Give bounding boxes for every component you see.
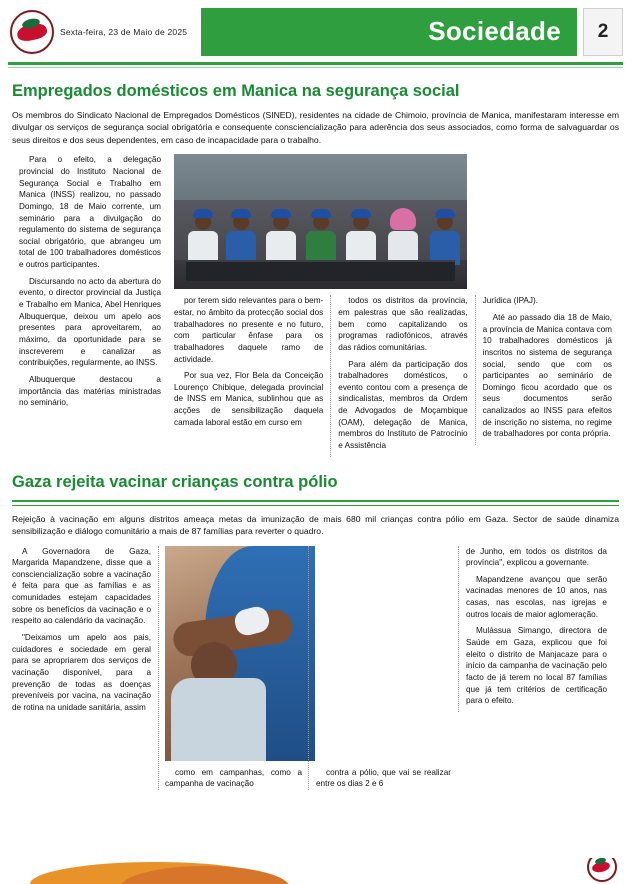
article2-c2-p1: como em campanhas, como a campanha de vacinação: [165, 767, 302, 789]
article1-c1-p2: Discursando no acto da abertura do evento, o director provincial da Justiça e Trabalho em Manica, Abel Henriques Albuquerque, deixou um apelo aos presentes para aproveitarem, ao máximo, da oportunidade para se inscreverem e canalizar as contribuições, regularmente, ao INSS.: [19, 276, 161, 368]
article2-rule-thin: [12, 505, 619, 506]
article1-column-4: [475, 295, 619, 445]
newspaper-emblem-icon: [10, 10, 54, 54]
article1-headline: Empregados domésticos em Manica na segurança social: [12, 82, 460, 100]
article2-c4-p3: Mulássua Simango, directora de Saúde em Gaza, explicou que foi eleito o distrito de Manjacaze para o início da campanha de vacinação pelo facto de já terem no local 87 famílias que já tem critérios de certificação para o efeito.: [466, 626, 607, 706]
article1-c4-p2: Até ao passado dia 18 de Maio, a província de Manica contava com 10 trabalhadores domésticos já inscritos no sistema de segurança social, sendo que com os participantes ao seminário de Domingo ficou acordado que os seus documentos serão canalizados ao INSS para efeitos de inscrição no sistema, no regime de trabalhadores por conta própria.: [482, 312, 612, 439]
masthead: [8, 8, 623, 56]
masthead-rule: [8, 62, 623, 65]
article1-column-1: [12, 154, 168, 413]
article1-subcolumns: [174, 295, 619, 456]
article2-column-4: [458, 546, 614, 712]
article1-column-3: [330, 295, 474, 456]
article1-c1-p1: Para o efeito, a delegação provincial do Instituto Nacional de Segurança Social e Trabalho em Manica (INSS) realizou, no passado Domingo, 18 de Maio corrente, um seminário para a divulgação do regulamento do sistema de segurança social obrigatório, que abrangeu um total de 100 trabalhadores domésticos e outros participantes.: [19, 155, 161, 270]
footer-emblem-icon: [587, 858, 617, 882]
article2-headline: Gaza rejeita vacinar crianças contra pólio: [12, 472, 338, 491]
article2-rule: [12, 500, 619, 502]
masthead-rule-thin: [8, 67, 623, 68]
article-domestic-workers: [12, 82, 619, 457]
article1-c1-p3: Albuquerque destacou a importância das matérias ministradas no seminário,: [19, 374, 161, 408]
article2-column-1: [12, 546, 158, 719]
article1-c3-p2: Para além da participação dos trabalhadores domésticos, o evento contou com a presença de sindicalistas, membros da Ordem de Advogados de Moçambique (OAM), delegação de Manica, membros do Instituto de Patrocínio e Assistência: [338, 359, 468, 451]
page-number: 2: [583, 8, 623, 56]
article1-c2-p1: por terem sido relevantes para o bem-estar, no âmbito da protecção social dos trabalhadores no presente e no futuro, com particular ênfase para os trabalhadores daquele ramo de actividade.: [174, 296, 324, 364]
section-title: Sociedade: [428, 16, 561, 46]
article1-c2-p2: Por sua vez, Flor Bela da Conceição Lourenço Chibique, delegada provincial de INSS em Manica, sublinhou que as acções de sensibilização daquela camada laboral estão em curso em: [174, 371, 324, 427]
article1-c3-p1: todos os distritos da província, em palestras que são realizadas, bem como capitalizando os programas radiofónicos, através das rádios comunitárias.: [338, 296, 468, 352]
article2-c4-p1: de Junho, em todos os distritos da província", explicou a governante.: [466, 546, 607, 568]
section-band: [201, 8, 577, 56]
article1-columns: [12, 154, 619, 456]
seminar-photo: [174, 154, 467, 289]
article1-standfirst: Os membros do Sindicato Nacional de Empregados Domésticos (SINED), residentes na cidade de Chimoio, província de Manica, manifestaram interesse em divulgar os serviços de segurança social obrigatória e consequente consciencialização para aderência dos seus associados, como forma de salvaguardar os seus direitos e dos seus dependentes, em caso de incapacidade para o trabalho.: [12, 109, 619, 145]
article1-right-block: [168, 154, 619, 456]
vaccination-photo: [165, 546, 315, 761]
article2-c1-p1: A Governadora de Gaza, Margarida Mapandzene, disse que a consciencialização sobre a vacinação é feita para que as famílias e as comunidades estejam capacidades sobre os benefícios da vacinação e o respeito ao calendário da vacinação.: [12, 546, 151, 626]
article-gaza-polio: [12, 473, 619, 790]
article2-column-3-spacer: [316, 546, 451, 767]
article2-columns: [12, 546, 619, 790]
article2-photo-column: [158, 546, 308, 790]
article2-column-3: [308, 546, 458, 790]
masthead-logo: [8, 8, 56, 56]
article2-c4-p2: Mapandzene avançou que serão vacinadas menores de 10 anos, nas casas, nas escolas, nas igrejas e outros locais de maior aglomeração.: [466, 574, 607, 619]
page-footer-ornament: [0, 858, 631, 884]
article1-c4-p1: Jurídica (IPAJ).: [482, 296, 538, 306]
article2-c3-p1: contra a pólio, que vai se realizar entre os dias 2 e 6: [316, 767, 451, 789]
article2-c1-p2: "Deixamos um apelo aos pais, cuidadores e sociedade em geral para se apropriarem dos serviços de vacinação disponível, para a prevenção de todas as doenças preveníveis por vacina, na vacinação de rotina na unidade sanitária, assim: [12, 633, 151, 712]
article1-column-2: [174, 295, 330, 433]
article2-standfirst: Rejeição à vacinação em alguns distritos ameaça metas da imunização de mais 680 mil crianças contra pólio em Gaza. Sector de saúde dinamiza sensibilização e diálogo comunitário a mais de 87 famílias para reverter o quadro.: [12, 513, 619, 537]
publication-date: Sexta-feira, 23 de Maio de 2025: [60, 27, 188, 37]
